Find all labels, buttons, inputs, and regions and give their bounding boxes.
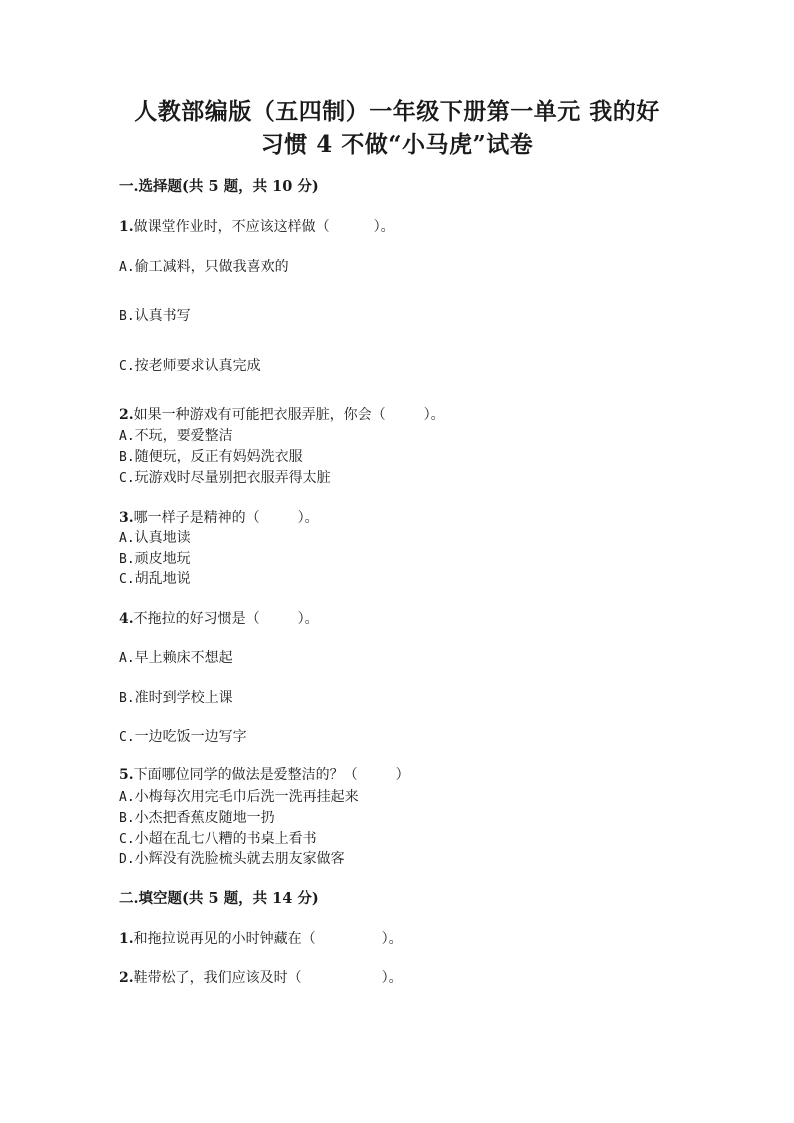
question-close: ）。 <box>373 219 395 235</box>
option-letter: A. <box>119 260 135 275</box>
option-text: 顽皮地玩 <box>134 551 191 567</box>
option-a <box>119 787 359 808</box>
option-letter: C. <box>119 572 135 587</box>
question-close: ）。 <box>381 931 403 947</box>
option-letter: A. <box>119 429 135 444</box>
option-letter: C. <box>119 471 135 486</box>
option-c <box>119 829 317 850</box>
option-letter: C. <box>119 359 135 374</box>
option-b <box>119 447 303 468</box>
option-text: 按老师要求认真完成 <box>134 358 261 374</box>
option-a <box>119 528 191 549</box>
option-text: 小辉没有洗脸梳头就去朋友家做客 <box>134 851 345 867</box>
option-b <box>119 306 191 327</box>
option-letter: C. <box>119 730 135 745</box>
option-letter: B. <box>119 450 135 465</box>
question-4 <box>119 609 319 629</box>
fill-question-2 <box>119 968 403 988</box>
question-stem: 不拖拉的好习惯是（ <box>133 611 260 627</box>
title-line-2: 习惯 4 不做“小马虎”试卷 <box>260 131 534 158</box>
question-number: 1. <box>119 219 134 235</box>
section-heading-choice: 一.选择题(共 5 题，共 10 分) <box>119 178 319 195</box>
option-a <box>119 648 233 669</box>
question-close: ）。 <box>297 510 319 526</box>
question-number: 4. <box>119 611 134 627</box>
question-stem: 如果一种游戏有可能把衣服弄脏，你会（ <box>133 407 386 423</box>
question-close: ）。 <box>423 407 445 423</box>
option-letter: D. <box>119 852 135 867</box>
question-3 <box>119 508 319 528</box>
option-text: 认真书写 <box>134 308 191 324</box>
option-letter: B. <box>119 309 135 324</box>
question-stem: 做课堂作业时，不应该这样做（ <box>133 219 330 235</box>
option-c <box>119 569 191 590</box>
question-number: 3. <box>119 510 134 526</box>
option-letter: B. <box>119 691 135 706</box>
question-close: ）。 <box>381 970 403 986</box>
question-stem: 下面哪位同学的做法是爱整洁的？（ <box>133 767 358 783</box>
option-b <box>119 688 233 709</box>
question-close: ） <box>395 767 410 783</box>
question-stem: 和拖拉说再见的小时钟藏在（ <box>133 931 316 947</box>
question-stem: 鞋带松了，我们应该及时（ <box>133 970 302 986</box>
option-c <box>119 356 261 377</box>
option-text: 小梅每次用完毛巾后洗一洗再挂起来 <box>134 789 359 805</box>
option-text: 认真地读 <box>134 530 191 546</box>
question-number: 2. <box>119 970 134 986</box>
option-d <box>119 849 345 870</box>
option-text: 小超在乱七八糟的书桌上看书 <box>134 831 317 847</box>
question-number: 5. <box>119 767 134 783</box>
option-a <box>119 257 289 278</box>
question-number: 2. <box>119 407 134 423</box>
title-line-1: 人教部编版（五四制）一年级下册第一单元 我的好 <box>134 98 660 125</box>
option-c <box>119 468 331 489</box>
option-text: 随便玩，反正有妈妈洗衣服 <box>134 449 303 465</box>
question-number: 1. <box>119 931 134 947</box>
option-letter: C. <box>119 832 135 847</box>
option-text: 玩游戏时尽量别把衣服弄得太脏 <box>134 470 331 486</box>
option-text: 偷工减料，只做我喜欢的 <box>134 259 289 275</box>
option-c <box>119 727 247 748</box>
question-stem: 哪一样子是精神的（ <box>133 510 260 526</box>
option-text: 不玩，要爱整洁 <box>134 428 233 444</box>
option-letter: A. <box>119 790 135 805</box>
option-b <box>119 549 191 570</box>
option-letter: B. <box>119 552 135 567</box>
option-letter: A. <box>119 531 135 546</box>
question-2 <box>119 405 445 425</box>
option-letter: B. <box>119 811 135 826</box>
question-1 <box>119 217 395 237</box>
question-close: ）。 <box>297 611 319 627</box>
option-text: 一边吃饭一边写字 <box>134 729 247 745</box>
option-text: 胡乱地说 <box>134 571 191 587</box>
section-heading-fill: 二.填空题(共 5 题，共 14 分) <box>119 890 319 907</box>
option-text: 小杰把香蕉皮随地一扔 <box>134 810 275 826</box>
fill-question-1 <box>119 929 403 949</box>
option-a <box>119 426 233 447</box>
option-text: 准时到学校上课 <box>134 690 233 706</box>
option-b <box>119 808 275 829</box>
question-5 <box>119 765 410 785</box>
option-text: 早上赖床不想起 <box>134 650 233 666</box>
option-letter: A. <box>119 651 135 666</box>
